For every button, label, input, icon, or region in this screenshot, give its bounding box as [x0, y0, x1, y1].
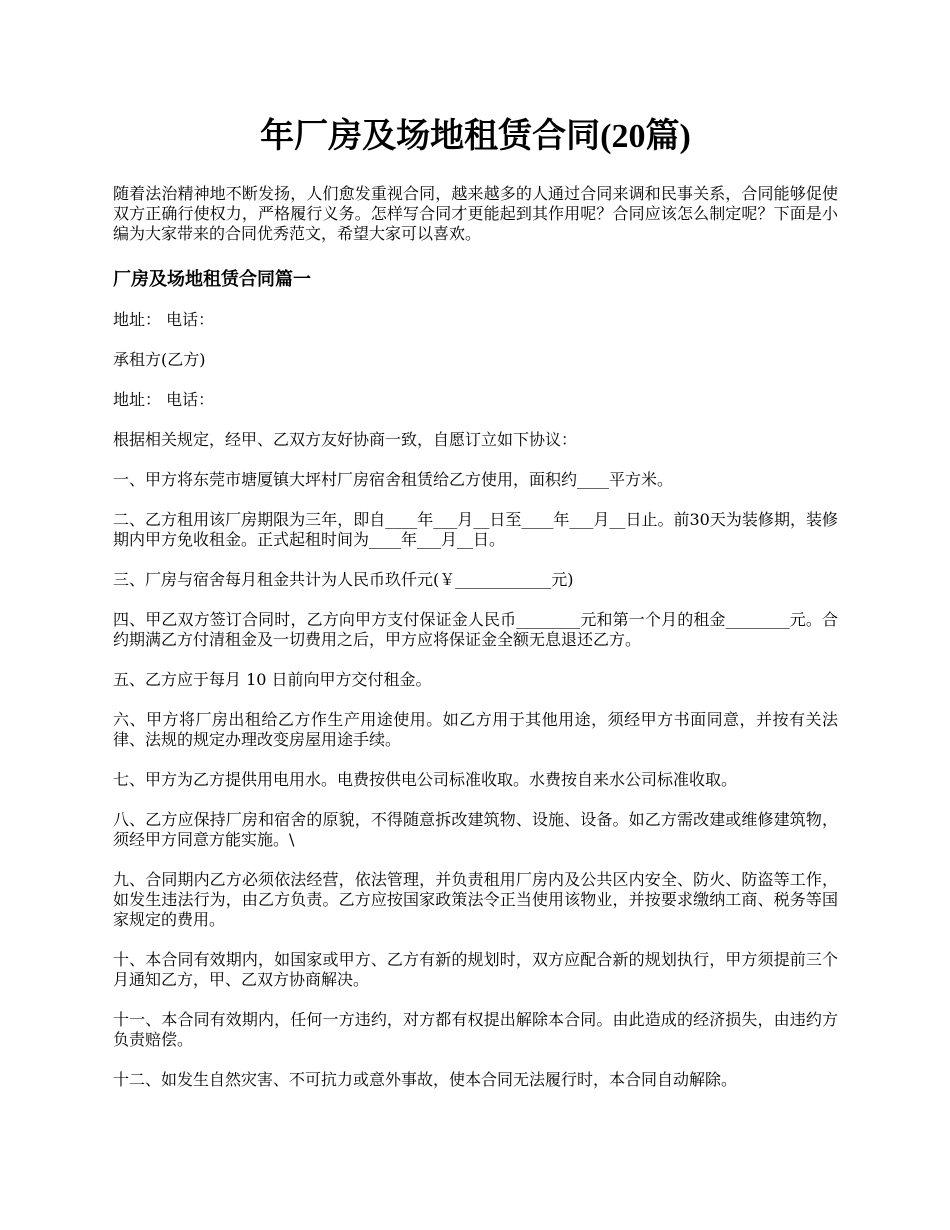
clause-12: 十二、如发生自然灾害、不可抗力或意外事故，使本合同无法履行时，本合同自动解除。 [113, 1070, 738, 1089]
section-heading: 厂房及场地租赁合同篇一 [113, 269, 311, 290]
address-phone-line: 地址： 电话： [113, 310, 215, 329]
agreement-preamble: 根据相关规定，经甲、乙双方友好协商一致，自愿订立如下协议： [113, 430, 578, 449]
clause-10: 十、本合同有效期内，如国家或甲方、乙方有新的规划时，双方应配合新的规划执行，甲方须提前三个月通知乙方，甲、乙双方协商解决。 [113, 950, 838, 989]
lessee-line: 承租方(乙方) [113, 350, 206, 369]
clause-5: 五、乙方应于每月 10 日前向甲方交付租金。 [113, 670, 432, 689]
clause-11: 十一、本合同有效期内，任何一方违约，对方都有权提出解除本合同。由此造成的经济损失，由违约方负责赔偿。 [113, 1010, 838, 1049]
clause-4: 四、甲乙双方签订合同时，乙方向甲方支付保证金人民币________元和第一个月的租金________元。合约期满乙方付清租金及一切费用之后，甲方应将保证金全额无息退还乙方。 [113, 610, 838, 649]
clause-9: 九、合同期内乙方必须依法经营，依法管理，并负责租用厂房内及公共区内安全、防火、防盗等工作，如发生违法行为，由乙方负责。乙方应按国家政策法令正当使用该物业，并按要求缴纳工商、税务等国家规定的费用。 [113, 870, 838, 929]
document-title: 年厂房及场地租赁合同(20篇) [260, 118, 691, 155]
address-phone-line: 地址： 电话： [113, 390, 215, 409]
clause-2: 二、乙方租用该厂房期限为三年，即自____年___月__日至____年___月__日止。前30天为装修期，装修期内甲方免收租金。正式起租时间为____年___月__日。 [113, 510, 838, 549]
clause-8: 八、乙方应保持厂房和宿舍的原貌，不得随意拆改建筑物、设施、设备。如乙方需改建或维修建筑物，须经甲方同意方能实施。\ [113, 810, 838, 849]
clause-1: 一、甲方将东莞市塘厦镇大坪村厂房宿舍租赁给乙方使用，面积约____平方米。 [113, 470, 674, 489]
clause-6: 六、甲方将厂房出租给乙方作生产用途使用。如乙方用于其他用途，须经甲方书面同意，并按有关法律、法规的规定办理改变房屋用途手续。 [113, 710, 838, 749]
intro-paragraph: 随着法治精神地不断发扬，人们愈发重视合同，越来越多的人通过合同来调和民事关系，合同能够促使双方正确行使权力，严格履行义务。怎样写合同才更能起到其作用呢？合同应该怎么制定呢？下面是小编为大家带来的合同优秀范文，希望大家可以喜欢。 [113, 184, 838, 243]
clause-7: 七、甲方为乙方提供用电用水。电费按供电公司标准收取。水费按自来水公司标准收取。 [113, 770, 738, 789]
clause-3: 三、厂房与宿舍每月租金共计为人民币玖仟元(￥____________元) [113, 570, 574, 589]
